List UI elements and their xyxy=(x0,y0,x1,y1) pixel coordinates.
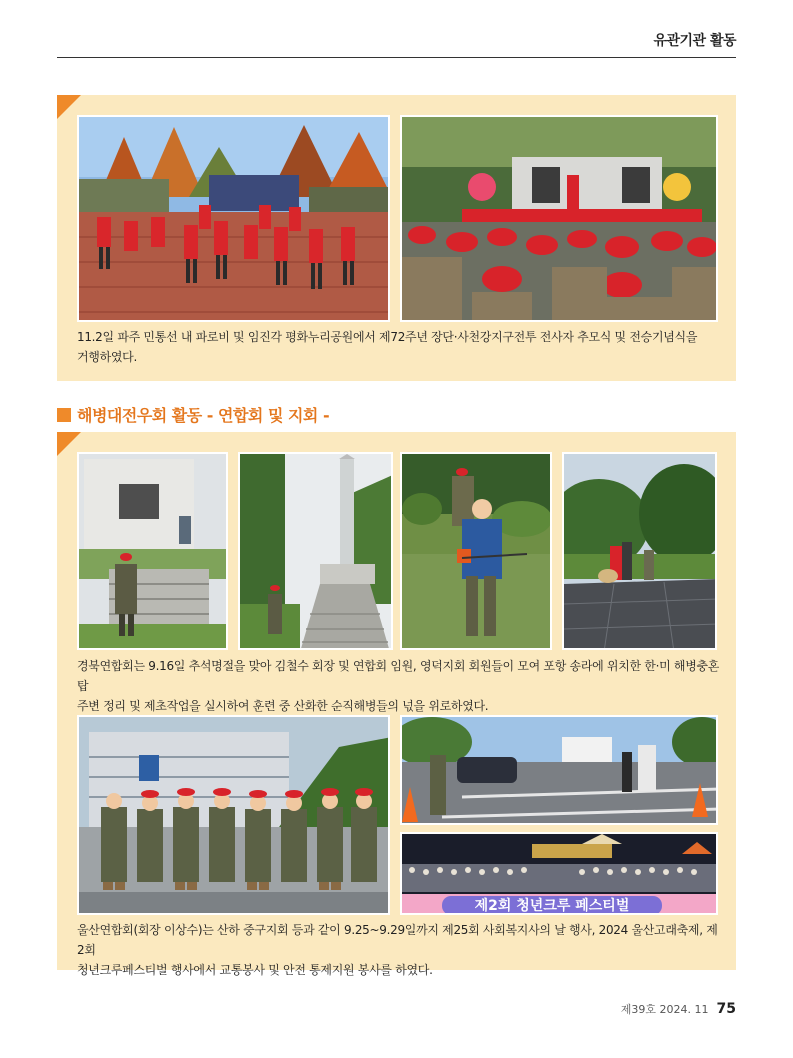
activity-panel-1 xyxy=(57,95,736,381)
photo-weed-trimming xyxy=(400,452,552,650)
caption-line: 거행하였다. xyxy=(77,350,137,364)
photo-group-uniformed xyxy=(77,715,390,915)
caption-line: 주변 정리 및 제초작업을 실시하여 훈련 중 산화한 순직해병들의 넋을 위로하였다. xyxy=(77,699,489,713)
panel-1-caption xyxy=(77,327,720,367)
photo-ceremony-crowd xyxy=(400,115,718,322)
caption-line: 경북연합회는 9.16일 추석명절을 맞아 김철수 회장 및 연합회 임원, 영덕지회 회원들이 모여 포항 송라에 위치한 한·미 해병충혼탑 xyxy=(77,659,720,693)
page-number: 75 xyxy=(716,1001,736,1017)
photo-traffic-control xyxy=(400,715,718,825)
activity-panel-2 xyxy=(57,432,736,977)
panel-2-caption-bottom xyxy=(77,920,720,980)
section-heading xyxy=(57,403,329,426)
caption-line: 청년크루페스티벌 행사에서 교통봉사 및 안전 통제지원 봉사를 하였다. xyxy=(77,963,433,977)
issue-label: 제39호 2024. 11 xyxy=(620,1003,709,1016)
festival-banner-text: 제2회 청년크루 페스티벌 xyxy=(474,898,630,914)
photo-festival-stage xyxy=(400,832,718,915)
page-footer xyxy=(621,1001,736,1017)
panel-2-caption-top xyxy=(77,656,720,716)
photo-memorial-gathering xyxy=(77,115,390,322)
running-header-title: 유관기관 활동 xyxy=(653,33,736,49)
heading-bullet-icon xyxy=(57,408,71,422)
header-divider xyxy=(57,57,736,58)
photo-memorial-tower-base xyxy=(77,452,228,650)
photo-memorial-tower xyxy=(238,452,393,650)
section-heading-text: 해병대전우회 활동 - 연합회 및 지회 - xyxy=(77,406,330,425)
photo-memorial-plaza xyxy=(562,452,717,650)
caption-line: 11.2일 파주 민통선 내 파로비 및 임진각 평화누리공원에서 제72주년 장단·사천강지구전투 전사자 추모식 및 전승기념식을 xyxy=(77,330,698,344)
caption-line: 울산연합회(회장 이상수)는 산하 중구지회 등과 같이 9.25~9.29일까지 제25회 사회복지사의 날 행사, 2024 울산고래축제, 제2회 xyxy=(77,923,718,957)
